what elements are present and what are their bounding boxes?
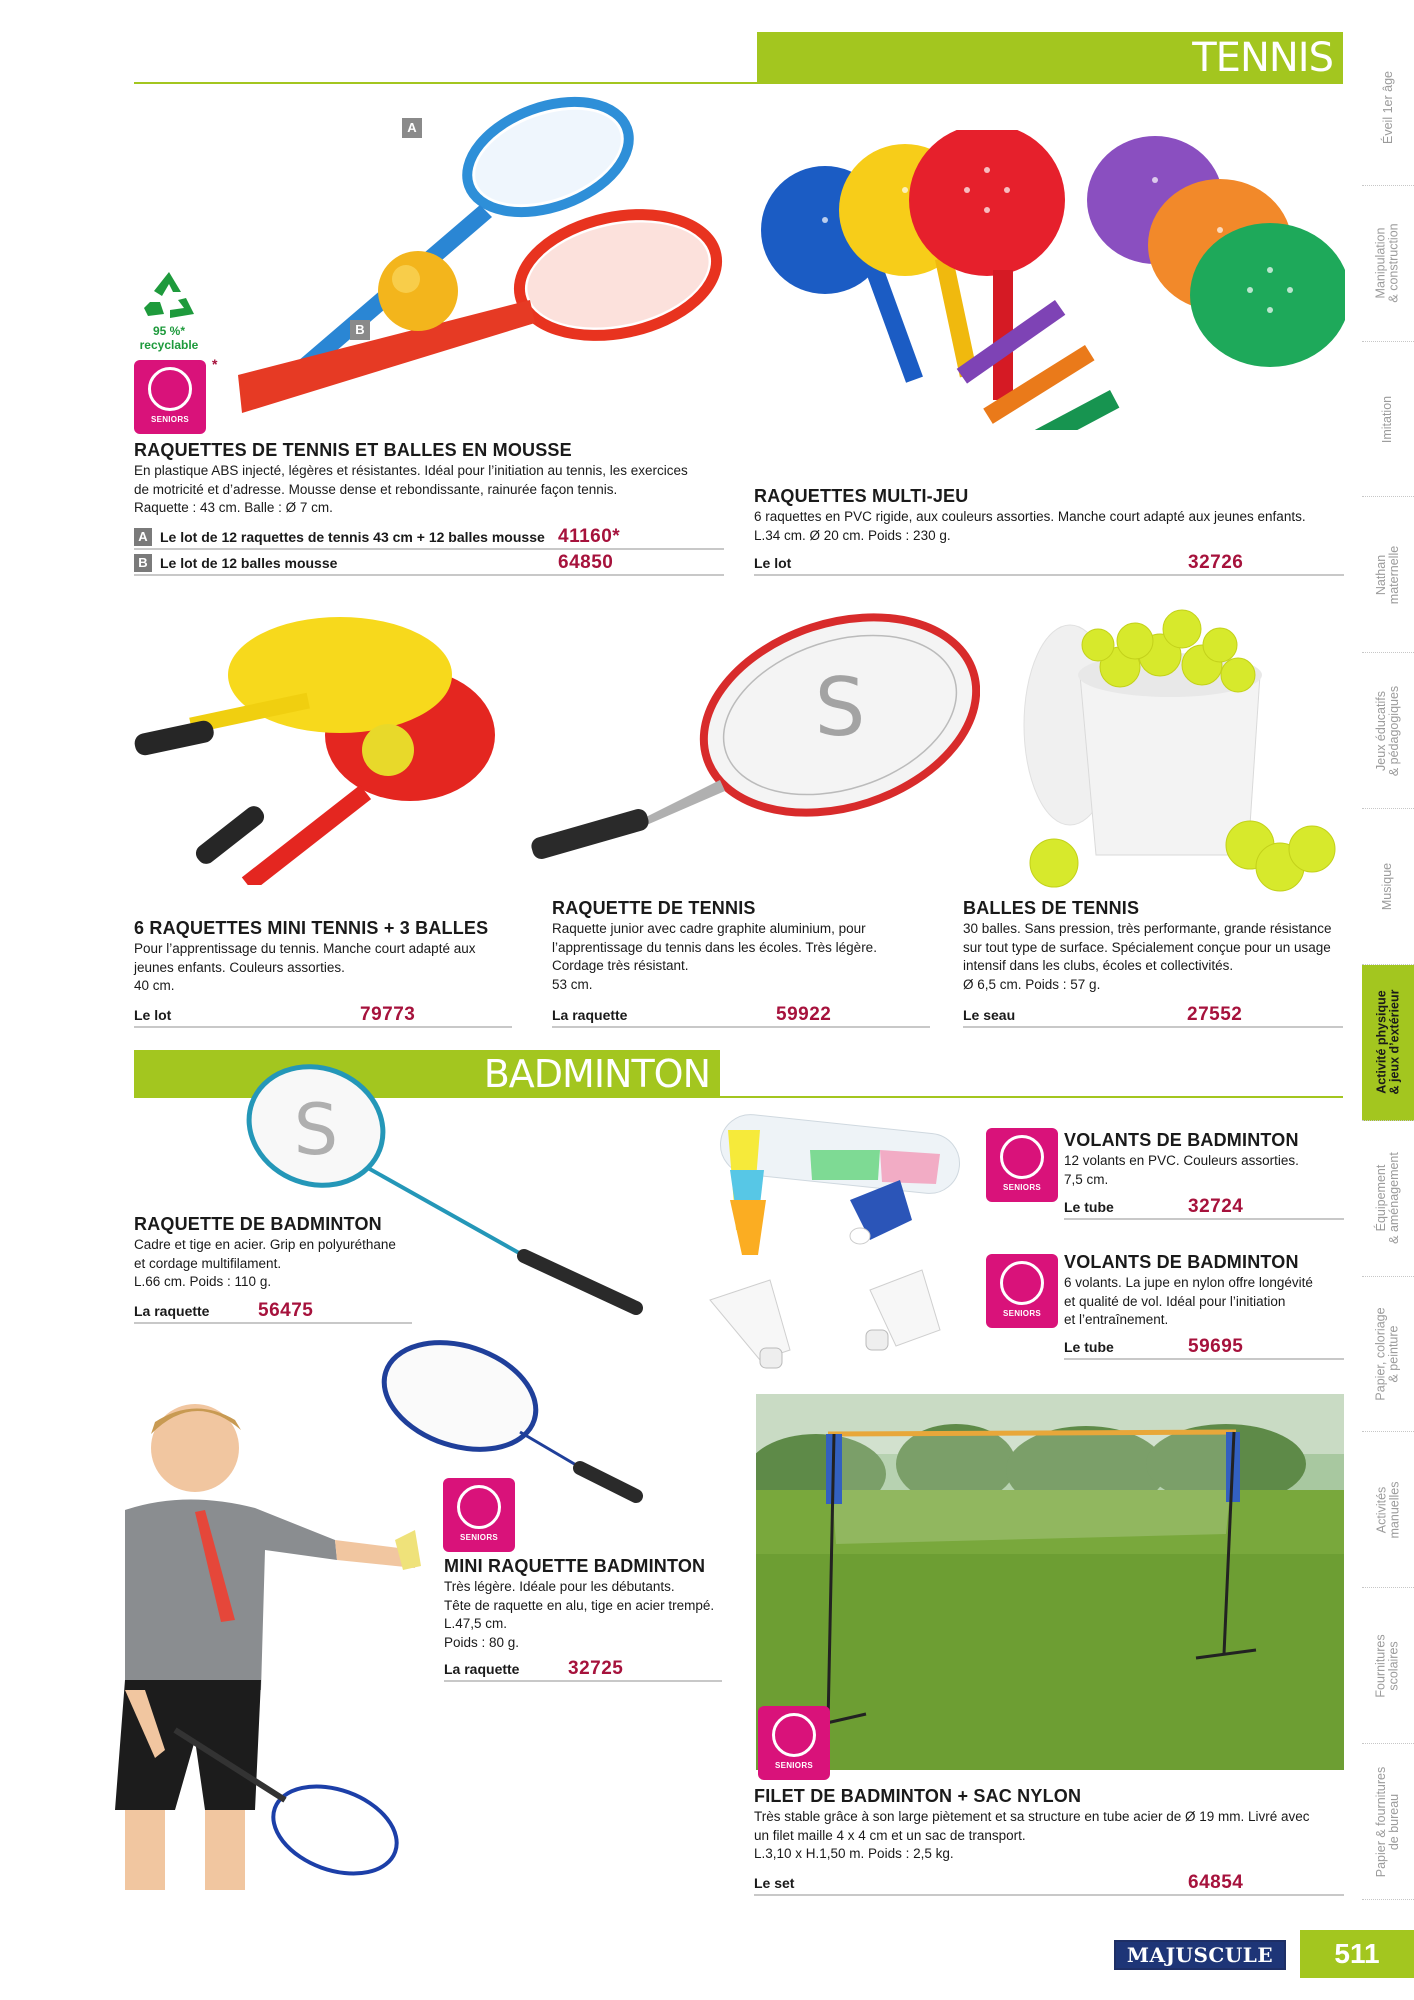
price-row [134, 1004, 512, 1028]
sidebar-tab-label: Jeux éducatifs & pédagogiques [1374, 685, 1402, 776]
price-row: B Le lot de 12 balles mousse 64850 [134, 552, 724, 576]
recyclable-label: recyclable [139, 338, 199, 352]
product-reference: 64854 [1188, 1872, 1244, 1893]
product-reference: 59922 [776, 1004, 832, 1025]
product-title: MINI RAQUETTE BADMINTON [444, 1556, 706, 1576]
sidebar-tab-label: Équipement & aménagement [1374, 1152, 1402, 1245]
product-title: VOLANTS DE BADMINTON [1064, 1252, 1299, 1272]
product-description: Très stable grâce à son large piètement et sa structure en tube acier de Ø 19 mm. Livré avec un filet maille 4 x 4 cm et un sac de transport. L.3,10 x H.1,50 m. Poids : 2,5 kg. [754, 1809, 1310, 1861]
row-label: Le lot de 12 raquettes de tennis 43 cm + 12 balles mousse [160, 529, 545, 545]
row-label: La raquette [552, 1007, 628, 1023]
sidebar-tab[interactable] [1362, 1277, 1414, 1433]
product-title: FILET DE BADMINTON + SAC NYLON [754, 1786, 1082, 1806]
category-sidebar [1362, 30, 1414, 1900]
product-title: RAQUETTES MULTI-JEU [754, 486, 969, 506]
price-row [552, 1004, 930, 1028]
product-description: Pour l’apprentissage du tennis. Manche court adapté aux jeunes enfants. Couleurs assorties. 40 cm. [134, 941, 476, 993]
seniors-badge: SENIORS [986, 1128, 1058, 1202]
recycle-icon [140, 268, 198, 324]
sidebar-tab-label: Imitation [1380, 395, 1395, 443]
marker-b: B [350, 320, 370, 340]
price-row [1064, 1336, 1344, 1360]
sidebar-tab[interactable] [1362, 30, 1414, 186]
sidebar-tab-label: Activités manuelles [1374, 1481, 1402, 1539]
brand-logo: MAJUSCULE [1114, 1940, 1286, 1970]
sidebar-tab[interactable] [1362, 1433, 1414, 1589]
multi-game-paddles-image [755, 130, 1345, 430]
price-row [134, 1300, 412, 1324]
sidebar-tab[interactable] [1362, 498, 1414, 654]
product-title: RAQUETTES DE TENNIS ET BALLES EN MOUSSE [134, 440, 572, 460]
row-label: Le set [754, 1875, 795, 1891]
product-reference: 64850 [558, 552, 614, 573]
tennis-balls-bucket-image [1010, 605, 1350, 895]
sidebar-tab-label: Éveil 1er âge [1380, 70, 1395, 144]
product-reference: 32724 [1188, 1196, 1244, 1217]
product-title: RAQUETTE DE TENNIS [552, 898, 756, 918]
price-row [444, 1658, 722, 1682]
seniors-badge: SENIORS [986, 1254, 1058, 1328]
row-label: Le tube [1064, 1199, 1114, 1215]
price-row [754, 1872, 1344, 1896]
marker-a: A [402, 118, 422, 138]
product-title: 6 RAQUETTES MINI TENNIS + 3 BALLES [134, 918, 489, 938]
sidebar-tab[interactable] [1362, 342, 1414, 498]
sidebar-tab-label: Nathan maternelle [1374, 545, 1401, 605]
sidebar-tab[interactable] [1362, 1744, 1414, 1900]
product-title: VOLANTS DE BADMINTON [1064, 1130, 1299, 1150]
row-label: Le lot [134, 1007, 172, 1023]
product-description: 30 balles. Sans pression, très performante, grande résistance sur tout type de surface. Spécialement conçue pour un usage intensif dans les clubs, écoles et collectivités. Ø 6,5 cm. Poids : 57 g. [963, 921, 1332, 992]
price-row [963, 1004, 1343, 1028]
row-label: Le tube [1064, 1339, 1114, 1355]
product-description: Raquette junior avec cadre graphite aluminium, pour l’apprentissage du tennis dans les écoles. Très légère. Cordage très résistant. 53 cm. [552, 921, 877, 992]
sidebar-tab[interactable] [1362, 653, 1414, 809]
sidebar-tab-label: Papier, coloriage & peinture [1374, 1307, 1401, 1401]
sidebar-tab[interactable] [1362, 186, 1414, 342]
sidebar-tab[interactable] [1362, 809, 1414, 965]
recyclable-percent: 95 %* [152, 324, 186, 338]
badminton-section-title: BADMINTON [483, 1052, 710, 1096]
page-number: 511 [1300, 1930, 1414, 1978]
price-row [1064, 1196, 1344, 1220]
tennis-racket-image [520, 605, 980, 865]
row-label: La raquette [134, 1303, 210, 1319]
product-description: En plastique ABS injecté, légères et résistantes. Idéal pour l’initiation au tennis, les exercices de motricité et d’adresse. Mousse dense et rebondissante, rainurée façon tennis. Raquette : 43 cm. Balle : Ø 7 cm. [134, 463, 688, 515]
seniors-badge: SENIORS [134, 360, 206, 434]
sidebar-tab[interactable] [1362, 1588, 1414, 1744]
foam-rackets-image [230, 95, 740, 425]
child-playing-badminton-photo [85, 1390, 430, 1900]
price-row [754, 552, 1344, 576]
sidebar-tab-label: Musique [1380, 862, 1395, 911]
product-description: 6 volants. La jupe en nylon offre longévité et qualité de vol. Idéal pour l’initiation et l’entraînement. [1064, 1275, 1313, 1327]
mini-badminton-racket-image [380, 1340, 650, 1510]
shuttlecocks-image [700, 1110, 990, 1390]
sidebar-tab[interactable] [1362, 1121, 1414, 1277]
product-title: RAQUETTE DE BADMINTON [134, 1214, 382, 1234]
svg-text:S: S [814, 661, 866, 754]
mini-tennis-rackets-image [130, 615, 510, 885]
product-description: 12 volants en PVC. Couleurs assorties. 7,5 cm. [1064, 1153, 1299, 1187]
product-reference: 32726 [1188, 552, 1244, 573]
product-reference: 32725 [568, 1658, 624, 1679]
product-description: Cadre et tige en acier. Grip en polyuréthane et cordage multifilament. L.66 cm. Poids : 110 g. [134, 1237, 396, 1289]
tennis-rule [134, 82, 1343, 84]
seniors-badge: SENIORS [758, 1706, 830, 1780]
price-row: A Le lot de 12 raquettes de tennis 43 cm + 12 balles mousse 41160* [134, 526, 724, 550]
product-description: 6 raquettes en PVC rigide, aux couleurs assorties. Manche court adapté aux jeunes enfants. L.34 cm. Ø 20 cm. Poids : 230 g. [754, 509, 1306, 543]
product-reference: 79773 [360, 1004, 416, 1025]
sidebar-tab-label: Fournitures scolaires [1374, 1634, 1402, 1698]
sidebar-tab-label: Activité physique & jeux d’extérieur [1374, 989, 1401, 1095]
sidebar-tab-label: Papier & fournitures de bureau [1374, 1766, 1402, 1877]
product-title: BALLES DE TENNIS [963, 898, 1140, 918]
product-reference: 56475 [258, 1300, 314, 1321]
product-reference: 41160* [558, 526, 621, 547]
sidebar-tab[interactable] [1362, 965, 1414, 1121]
badminton-net-photo [756, 1394, 1344, 1770]
tennis-section-title: TENNIS [1192, 35, 1333, 81]
product-description: Très légère. Idéale pour les débutants. Tête de raquette en alu, tige en acier trempé. L.47,5 cm. Poids : 80 g. [444, 1579, 715, 1650]
product-reference: 59695 [1188, 1336, 1244, 1357]
sidebar-tab-label: Manipulation & construction [1374, 223, 1401, 303]
row-label: Le lot [754, 555, 792, 571]
tennis-section-banner [757, 32, 1343, 84]
product-reference: 27552 [1187, 1004, 1243, 1025]
row-label: Le lot de 12 balles mousse [160, 555, 338, 571]
svg-text:S: S [293, 1089, 339, 1171]
row-label: Le seau [963, 1007, 1016, 1023]
row-label: La raquette [444, 1661, 520, 1677]
seniors-asterisk: * [212, 356, 218, 372]
seniors-badge: SENIORS [443, 1478, 515, 1552]
